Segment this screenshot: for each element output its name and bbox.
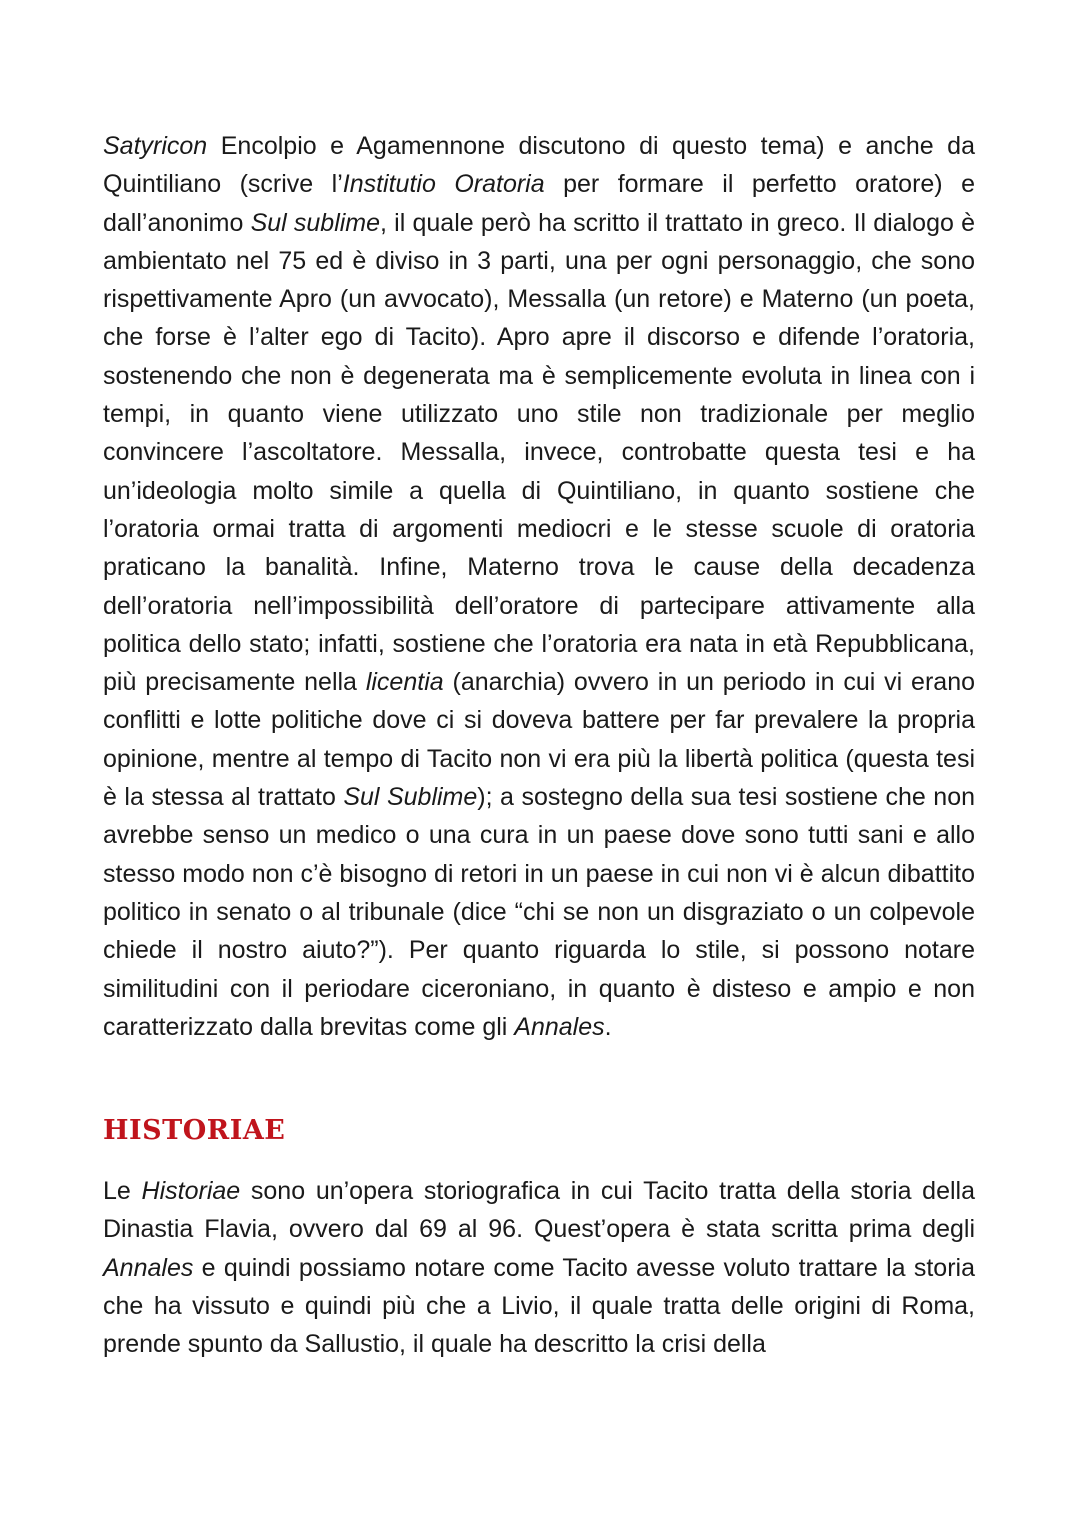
text-run: sono un’opera storiografica in cui Tacito tratta della storia della Dinastia Flavia, ovvero dal 69 al 96. Quest’opera è stata scritta prima degli <box>103 1177 975 1244</box>
italic-text: Satyricon <box>103 132 208 160</box>
document-page <box>103 127 975 1364</box>
italic-text: Historiae <box>141 1177 241 1206</box>
body-paragraph <box>103 1172 975 1363</box>
italic-text: Sul Sublime <box>343 783 478 812</box>
text-run: Encolpio e Agamennone discutono di questo tema) e anche da Quintiliano (scrive l’ <box>103 132 975 199</box>
text-run: . <box>604 1012 612 1041</box>
italic-text: Annales <box>514 1012 605 1041</box>
italic-text: Annales <box>103 1253 194 1282</box>
text-run: ); a sostegno della sua tesi sostiene che non avrebbe senso un medico o una cura in un paese dove sono tutti sani e allo stesso modo non c’è bisogno di retori in un paese in cui non vi è alcun dibattito politico in senato o al tribunale (dice “chi se non un disgraziato o un colpevole chiede il nostro aiuto?”). Per quanto riguarda lo stile, si possono notare similitudini con il periodare ciceroniano, in quanto è disteso e ampio e non caratterizzato dalla brevitas come gli <box>103 783 976 1041</box>
italic-text: Institutio Oratoria <box>342 170 545 199</box>
body-paragraph <box>103 127 975 1046</box>
text-run: per formare il perfetto oratore) e dall’anonimo <box>103 170 975 237</box>
italic-text: licentia <box>365 668 444 697</box>
section-heading: HISTORIAE <box>103 1115 286 1147</box>
text-run: Le <box>103 1177 142 1206</box>
text-run: , il quale però ha scritto il trattato in greco. Il dialogo è ambientato nel 75 ed è diviso in 3 parti, una per ogni personaggio, che sono rispettivamente Apro (un avvocato), Messalla (un retore) e Materno (un poeta, che forse è l’alter ego di Tacito). Apro apre il discorso e difende l’oratoria, sostenendo che non è degenerata ma è semplicemente evoluta in linea con i tempi, in quanto viene utilizzato uno stile non tradizionale per meglio convincere l’ascoltatore. Messalla, invece, controbatte questa tesi e ha un’ideologia molto simile a quella di Quintiliano, in quanto sostiene che l’oratoria ormai tratta di argomenti mediocri e le stesse scuole di oratoria praticano la banalità. Infine, Materno trova le cause della decadenza dell’oratoria nell’impossibilità dell’oratore di partecipare attivamente alla politica dello stato; infatti, sostiene che l’oratoria era nata in età Repubblicana, più precisamente nella <box>103 208 975 697</box>
italic-text: Sul sublime <box>250 208 381 237</box>
text-run: (anarchia) ovvero in un periodo in cui vi erano conflitti e lotte politiche dove ci si doveva battere per far prevalere la propria opinione, mentre al tempo di Tacito non vi era più la libertà politica (questa tesi è la stessa al trattato <box>103 668 975 812</box>
text-run: e quindi possiamo notare come Tacito avesse voluto trattare la storia che ha vissuto e quindi più che a Livio, il quale tratta delle origini di Roma, prende spunto da Sallustio, il quale ha descritto la crisi della <box>103 1253 975 1359</box>
